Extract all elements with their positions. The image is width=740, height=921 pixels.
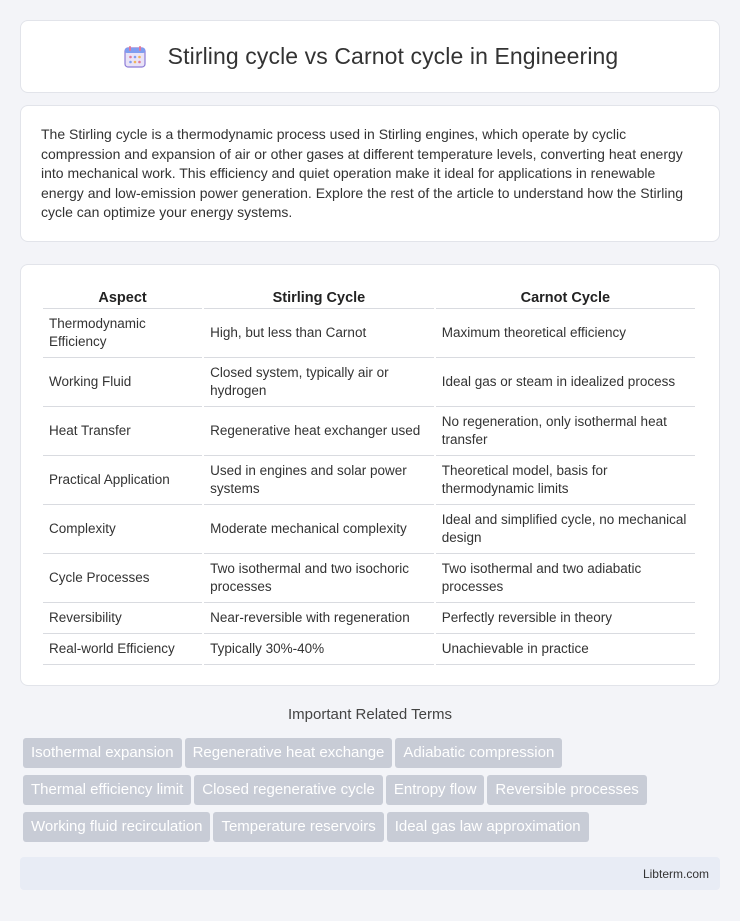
table-cell: High, but less than Carnot (204, 309, 434, 358)
term-tag[interactable]: Temperature reservoirs (213, 812, 383, 842)
table-cell: Regenerative heat exchanger used (204, 407, 434, 456)
term-tag[interactable]: Working fluid recirculation (23, 812, 210, 842)
table-cell: Two isothermal and two adiabatic processes (436, 554, 695, 603)
table-cell: No regeneration, only isothermal heat transfer (436, 407, 695, 456)
footer-site-link[interactable]: Libterm.com (642, 866, 709, 881)
table-cell: Unachievable in practice (436, 634, 695, 665)
intro-text: The Stirling cycle is a thermodynamic process used in Stirling engines, which operate by cyclic compression and expansion of air or other gases at different temperature levels, converting heat energy into mechanical work. This efficiency and quiet operation make it ideal for applications in renewable energy and low-emission power generation. Explore the rest of the article to understand how the Stirling cycle can optimize your energy systems. (41, 126, 684, 221)
calendar-icon (122, 44, 148, 70)
table-cell: Theoretical model, basis for thermodynamic limits (436, 456, 695, 505)
table-cell: Near-reversible with regeneration (204, 603, 434, 634)
footer (20, 857, 720, 890)
header-aspect: Aspect (43, 285, 202, 309)
table-header-row (43, 285, 695, 309)
table-cell: Perfectly reversible in theory (436, 603, 695, 634)
table-cell: Working Fluid (43, 358, 202, 407)
comparison-table (41, 285, 697, 665)
header-carnot: Carnot Cycle (436, 285, 695, 309)
table-row (43, 456, 695, 505)
term-tag[interactable]: Ideal gas law approximation (387, 812, 589, 842)
table-cell: Used in engines and solar power systems (204, 456, 434, 505)
header-stirling: Stirling Cycle (204, 285, 434, 309)
table-cell: Practical Application (43, 456, 202, 505)
term-tag[interactable]: Adiabatic compression (395, 738, 562, 768)
header-card (20, 20, 720, 93)
term-tag[interactable]: Entropy flow (386, 775, 485, 805)
term-tag[interactable]: Isothermal expansion (23, 738, 182, 768)
table-cell: Closed system, typically air or hydrogen (204, 358, 434, 407)
table-row (43, 634, 695, 665)
table-cell: Thermodynamic Efficiency (43, 309, 202, 358)
comparison-table-card (20, 264, 720, 686)
table-cell: Moderate mechanical complexity (204, 505, 434, 554)
related-terms-title: Important Related Terms (288, 706, 452, 723)
table-cell: Cycle Processes (43, 554, 202, 603)
page-title: Stirling cycle vs Carnot cycle in Engineering (167, 43, 619, 69)
related-terms-list (23, 738, 723, 849)
term-tag[interactable]: Closed regenerative cycle (194, 775, 383, 805)
table-cell: Maximum theoretical efficiency (436, 309, 695, 358)
table-cell: Reversibility (43, 603, 202, 634)
table-cell: Complexity (43, 505, 202, 554)
table-cell: Two isothermal and two isochoric processes (204, 554, 434, 603)
table-cell: Ideal gas or steam in idealized process (436, 358, 695, 407)
term-tag[interactable]: Thermal efficiency limit (23, 775, 191, 805)
intro-card (20, 105, 720, 242)
table-row (43, 554, 695, 603)
table-row (43, 358, 695, 407)
term-tag[interactable]: Reversible processes (487, 775, 646, 805)
table-cell: Real-world Efficiency (43, 634, 202, 665)
table-cell: Ideal and simplified cycle, no mechanical design (436, 505, 695, 554)
table-cell: Typically 30%-40% (204, 634, 434, 665)
table-row (43, 407, 695, 456)
table-cell: Heat Transfer (43, 407, 202, 456)
table-row (43, 505, 695, 554)
table-row (43, 603, 695, 634)
table-row (43, 309, 695, 358)
term-tag[interactable]: Regenerative heat exchange (185, 738, 393, 768)
